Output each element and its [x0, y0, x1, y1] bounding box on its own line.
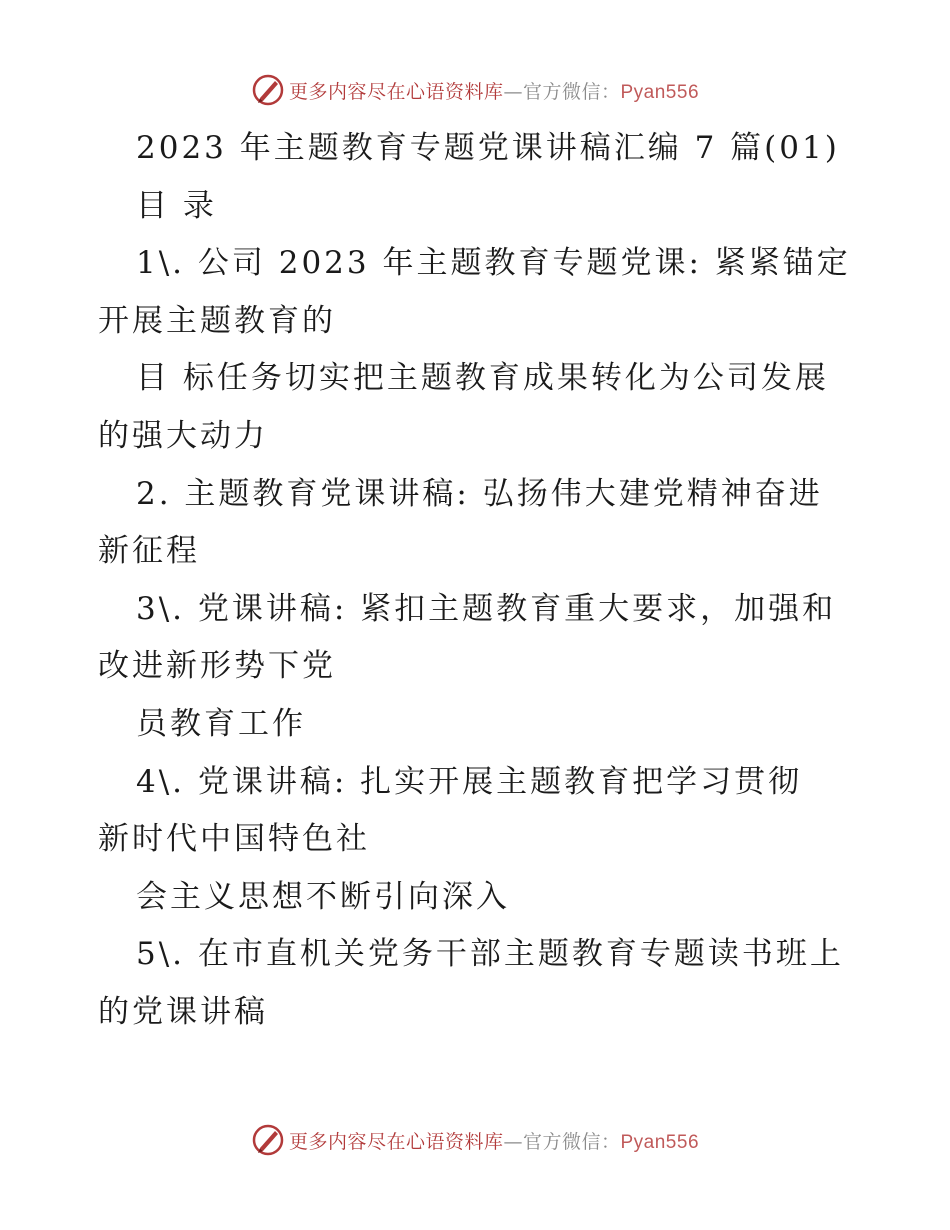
watermark-id: Pyan556: [620, 1131, 700, 1153]
document-body: [98, 120, 858, 1042]
document-title: 2023 年主题教育专题党课讲稿汇编 7 篇(01): [136, 130, 840, 166]
toc-line: 2. 主题教育党课讲稿: 弘扬伟大建党精神奋进: [136, 475, 823, 512]
watermark-footer: [0, 1120, 950, 1160]
watermark-text: 更多内容尽在心语资料库: [288, 1130, 504, 1153]
toc-line: 目 标任务切实把主题教育成果转化为公司发展: [136, 360, 829, 397]
toc-heading: 目 录: [136, 187, 217, 224]
watermark-text: 更多内容尽在心语资料库: [288, 80, 504, 103]
toc-line: 的强大动力: [98, 417, 268, 454]
toc-line: 的党课讲稿: [98, 993, 268, 1030]
toc-line: 3\. 党课讲稿: 紧扣主题教育重大要求，加强和: [136, 590, 837, 627]
toc-line: 5\. 在市直机关党务干部主题教育专题读书班上: [136, 936, 844, 973]
toc-line: 开展主题教育的: [98, 302, 336, 339]
toc-line: 4\. 党课讲稿: 扎实开展主题教育把学习贯彻: [136, 763, 803, 800]
watermark-header: [0, 70, 950, 110]
toc-line: 新时代中国特色社: [98, 821, 370, 858]
toc-line: 会主义思想不断引向深入: [136, 878, 510, 915]
watermark-dash: —: [503, 80, 523, 103]
toc-line: 员教育工作: [136, 705, 306, 742]
toc-line: 改进新形势下党: [98, 648, 336, 685]
watermark-label: 官方微信：: [522, 80, 621, 103]
toc-line: 1\. 公司 2023 年主题教育专题党课: 紧紧锚定: [136, 245, 851, 282]
toc-line: 新征程: [98, 533, 200, 570]
pen-logo-icon: [251, 73, 285, 107]
pen-logo-icon: [251, 1123, 285, 1157]
watermark-dash: —: [503, 1130, 523, 1153]
watermark-label: 官方微信：: [522, 1130, 621, 1153]
watermark-id: Pyan556: [620, 81, 700, 103]
